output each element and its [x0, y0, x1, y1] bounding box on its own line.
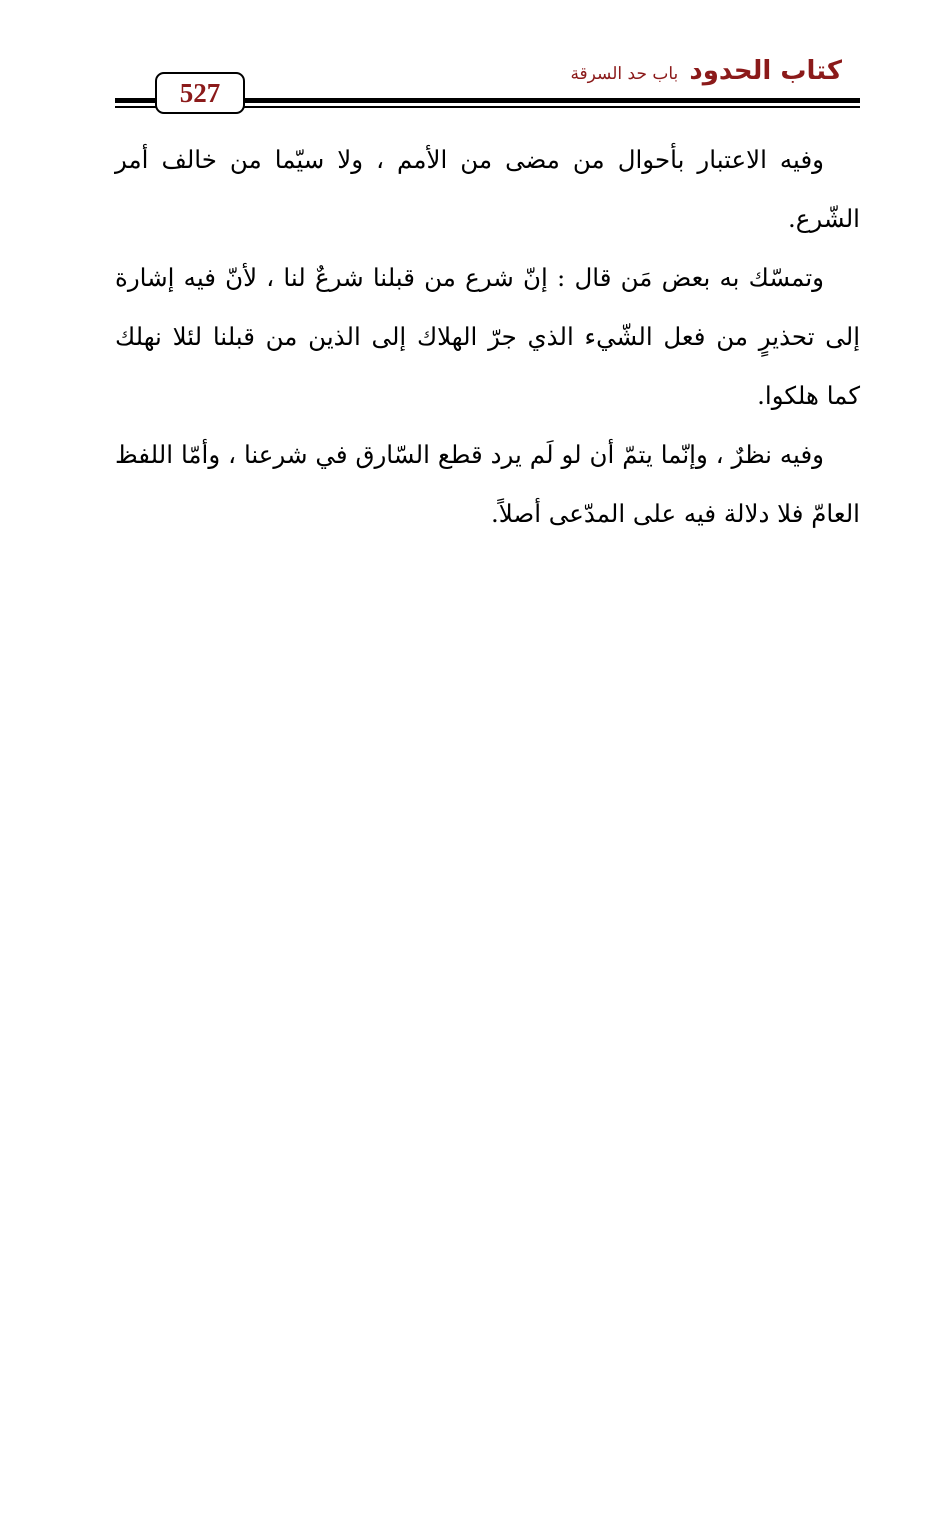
chapter-title: باب حد السرقة [570, 64, 679, 84]
paragraph: وفيه الاعتبار بأحوال من مضى من الأمم ، ولا سيّما من خالف أمر الشّرع. [115, 145, 860, 233]
page-number: 527 [155, 72, 245, 114]
page-body [115, 130, 860, 543]
paragraph: وتمسّك به بعض مَن قال : إنّ شرع من قبلنا شرعٌ لنا ، لأنّ فيه إشارة إلى تحذيرٍ من فعل الشّيء الذي جرّ الهلاك إلى الذين من قبلنا لئلا نهلك كما هلكوا. [115, 263, 860, 410]
book-title: كتاب الحدود [689, 56, 842, 86]
running-title [570, 56, 842, 86]
page-header [115, 52, 860, 112]
paragraph: وفيه نظرٌ ، وإنّما يتمّ أن لو لَم يرد قطع السّارق في شرعنا ، وأمّا اللفظ العامّ فلا دلالة فيه على المدّعى أصلاً. [115, 440, 860, 528]
